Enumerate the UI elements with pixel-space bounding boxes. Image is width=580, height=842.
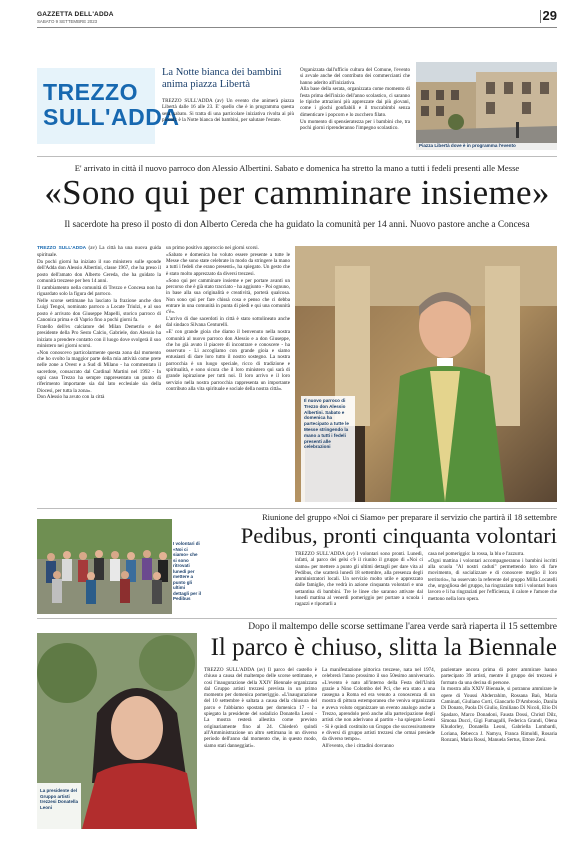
main-col2-p2: «Sono qui per camminare insieme e per portare avanti un percorso che è già stato tracciato - ha aggiunto - Poi ognuno, in base alla sua originalità e creatività, porterà qualcosa. Non sono qui per fare chissà cosa e penso che ci debba entrare in una comunità in punta di piedi e qui una comunità c'è». (166, 277, 290, 316)
pedibus-subhead: Riunione del gruppo «Noi ci Siamo» per preparare il servizio che partirà il 18 settembre (262, 513, 557, 522)
main-subhead: E' arrivato in città il nuovo parroco don Alessio Albertini. Sabato e domenica ha stretto la mano a tutti i fedeli presenti alle Messe (74, 163, 520, 173)
piazza-liberta-photo (416, 62, 557, 150)
biennale-text3: All'evento, che i cittadini dovranno (322, 743, 394, 750)
pedibus-col2 (428, 551, 557, 611)
pedibus-text3: «Ogni mattina i volontari accompagneranno i bambini iscritti alla scuola "Al nostri caduti" permettendo loro di fare movimento, di socializzare e di conoscere meglio il loro territorio», ha osservato la referente del gruppo Milla Locatelli che, orgogliosa del gruppo, ha ringraziato tutti i volontari buon lavoro e li ha ringraziati per l'efficienza, il calore e l'amore che mettono nella loro opera. (428, 557, 557, 602)
biennale-subhead: Dopo il maltempo delle scorse settimane l'area verde sarà riaperta il 15 settembre (248, 622, 557, 632)
notte-bianca-text3: Alla base della serata, organizzata come momento di festa prima dell'inizio dell'anno scolastico, ci saranno le tipiche attrazioni più apprezzate dai più giovani, come i giochi gonfiabili e il truccabimbi senza dimenticare i popcorn e lo zucchero filato. (300, 86, 410, 118)
page-number: 29 (542, 8, 557, 23)
parroco-photo (295, 246, 557, 502)
biennale-headline: Il parco è chiuso, slitta la Biennale (210, 634, 557, 661)
notte-bianca-col2 (300, 67, 410, 155)
main-headline: «Sono qui per camminare insieme» (44, 173, 550, 212)
pedibus-caption: I volontari di «Noi ci siamo» che si sono ritrovati lunedì per mettere a punto gli ultimi dettagli per il Pedibus (173, 541, 201, 601)
main-col2-p1: «Sabato e domenica ho voluto essere presente a tutte le Messe che sono state celebrate in modo da stringere la mano a tutti i fedeli che erano presenti», ha spiegato. Un gesto che è stato molto apprezzato da diversi trezzesi. (166, 251, 290, 277)
main-col2-p3: L'arrivo di due sacerdoti in città è stato sottolineato anche dal sindaco Silvana Centurelli. (166, 316, 290, 329)
biennale-col1 (204, 667, 317, 832)
pedibus-photo (37, 519, 201, 614)
issue-date: SABATO 9 SETTEMBRE 2023 (37, 19, 98, 24)
piazza-illustration (416, 62, 557, 150)
masthead (37, 8, 557, 28)
notte-bianca-headline: La Notte bianca dei bambini anima piazza Libertà (162, 67, 282, 90)
paper-name: GAZZETTA DELL'ADDA (37, 11, 114, 18)
main-col1-p5: «Non conoscevo particolarmente questa zona dal momento che ho svolto la maggior parte della mia attività come prete nelle zone a Ovest e a Sud di Milano - ha commentato il sacerdote, consacrato dal Cardinal Martini nel 1992 - In ogni caso Trezzo ha sempre rappresentato un punto di riferimento importante sia dal lato ecclesiale sia della Diocesi, per tutta la zona». (37, 349, 161, 394)
section-title-line1: TREZZO (43, 79, 138, 105)
notte-bianca-text4: Un momento di spensieratezza per i bambini che, tra pochi giorni riprenderanno l'impegno scolastico. (300, 118, 410, 131)
main-col2-p4: «E' con grande gioia che diamo il benvenuto nella nostra comunità al nuovo parroco don Alessio e a don Giuseppe, che ho già avuto il piacere di incontrare e conoscere - ha osservato - Li accogliamo con grande gioia e siamo entusiasti di dare loro tutto il nostro sostegno. La nostra parrocchia è un luogo speciale, ricco di tradizione e spiritualità, e sono sicura che il loro ministero qui sarà di grande ispirazione per tutti noi. Il loro arrivo e il loro servizio nella nostra parrocchia rappresenta un importante contributo alla vita spirituale e sociale della nostra città». (166, 329, 290, 392)
piazza-caption: Piazza Libertà dove è in programma l'evento (416, 143, 557, 150)
main-col1-p0: (av) La città ha una nuova guida spirituale. (37, 245, 161, 259)
main-col2 (166, 245, 290, 503)
main-col1-p4: Fratello dell'ex calciatore del Milan Demetrio e del presidente della Pro Sesto Calcio, Gabriele, don Alessio ha iniziato a prendere contatto con il luogo dove svolgerà il suo ministero nei giorni scorsi. (37, 323, 161, 349)
section-banner (37, 68, 180, 144)
biennale-text2: La manifestazione pittorica trezzese, nata nel 1974, celebrerà l'anno prossimo il suo 50esimo anniversario. «L'evento è nato all'interno della Festa dell'Unità grazie a Nino Colombo del Pci, che era stato a una rassegna a Roma ed era venuto a conoscenza di un mostra di pittura estemporanea che veniva organizzata e aveva voluto organizzare un evento analogo anche a Trezzo, aprendolo però anche alla partecipazione degli artisti che non aderivano al partito - ha spiegato Leoni - Si è quindi costituito un Gruppo che successivamente e diversi di gruppo artisti trezzesi che ormai presiede da diverso tempo». (322, 667, 435, 743)
main-col2-p0: un primo positivo approccio nei giorni scorsi. (166, 245, 259, 251)
parroco-caption: Il nuovo parroco di Trezzo don Alessio Albertini. Sabato e domenica ha partecipato a tutte le Messe stringendo la mano a tutti i fedeli presenti alle celebrazioni (304, 398, 349, 450)
pedibus-text2: casa nel pomeriggio: la rossa, la blu e l'azzurra. (428, 551, 525, 557)
main-col1-p1: Da pochi giorni ha iniziato il suo ministero sulle sponde dell'Adda don Alessio Albertini, classe 1967, che ha preso il posto dell'amato don Alberto Cereda, che ha guidato la comunità trezzese per ben 14 anni. (37, 259, 161, 285)
pedibus-col1 (295, 551, 423, 611)
biennale-text5: In mostra alla XXIV Biennale, si potranno ammirare le opere di Youssi Abderrahim, Rossana Baù, Maria Caminati, Giuliano Corti, Giancarlo D'Ambrosio, Danila Di Donato, Paola Di Giulio, Emiliano Di Nicoli, Elio Di Spadaro, Marco Donadoni, Fausta Dossi, Christl Dilz, Simona Ducci, Gigi Fumagalli, Federica Grandi, Olena Khudorley, Donatella Leoni, Gabriella Lombardi, Loriana, Rebecca J. Namyu, Franca Rimoldi, Rosaria Ronzani, Maria Rossi, Manuela Sertus, Ettore Zeni. (441, 686, 557, 743)
main-kicker: TREZZO SULL'ADDA (37, 246, 87, 251)
notte-bianca-text2: Organizzata dall'ufficio cultura del Comune, l'evento si avvale anche del contributo dei commercianti che hanno aderito all'iniziativa. (300, 67, 410, 86)
biennale-col3 (441, 667, 557, 832)
main-col1 (37, 245, 161, 503)
main-col1-p3: Nelle scorse settimane ha lasciato la frazione anche don Luigi Tengoi, nominato parroco a Locate Triulzi, e al suo posto è arrivato don Giuseppe Mapelli, storico parroco di Canonica prima e di Vaprio fino a pochi giorni fa. (37, 298, 161, 324)
biennale-text1: TREZZO SULL'ADDA (av) Il parco del castello è chiuso a causa del maltempo delle scorse settimane, e così l'inaugurazione della XXIV Biennale organizzata dal Gruppo artisti trezzesi prevista in un primo momento per domenica pomeriggio. «L'inaugurazione del 10 settembre è saltata a causa della chiusura del parco e l'abbiamo spostata per domenica 17 - ha spiegato la presidente del sodalizio Donatella Leoni - La mostra resterà allestita come previsto originariamente fino al 24. Chiederò quindi all'Amministrazione un altro settimana in un diverso periodo dell'anno dal momento che, in questo modo, siamo stati danneggiati». (204, 667, 317, 749)
notte-bianca-col1 (162, 98, 294, 146)
biennale-text4: pazientare ancora prima di poter ammirare hanno partecipato 39 artisti, mentre il gruppo dei trezzesi è formato da una decina di persone. (441, 667, 557, 686)
notte-bianca-text: TREZZO SULL'ADDA (av) Un evento che animerà piazza Libertà dalle 16 alle 23. E' quello che è in programma questa sera, sabato. Si tratta di una particolare iniziativa rivolta ai più piccoli: è la Notte bianca dei bambini, per salutare l'estate. (162, 98, 294, 123)
leoni-caption: La presidente del Gruppo artisti trezzesi Donatella Leoni (40, 788, 79, 810)
pedibus-headline: Pedibus, pronti cinquanta volontari (240, 523, 557, 548)
main-col1-p2: Il cambiamento nella comunità di Trezzo e Concesa non ha riguardato solo la figura del parroco. (37, 284, 161, 298)
leoni-photo (37, 633, 197, 829)
main-col1-p6: Don Alessio ha avuto con la città (37, 394, 105, 401)
biennale-col2 (322, 667, 435, 832)
pedibus-text1: TREZZO SULL'ADDA (av) I volontari sono pronti. Lunedì, infatti, al parco dei gelsi c'è il riunito il gruppo di «Noi ci siamo» per mettere a punto gli ultimi dettagli per dare vita al Pedibus, che scatterà lunedì 18 settembre, alla presenza degli amministratori locali. Un servizio molto utile e apprezzato dalle famiglie, che vedrà in azione cinquanta volontari e una settantina di bambini. Tre le linee che saranno attivate dal lunedì mattina al venerdì pomeriggio per portare a scuola i ragazzi e riportarli a (295, 551, 423, 608)
main-summary: Il sacerdote ha preso il posto di don Alberto Cereda che ha guidato la comunità per 14 anni. Nuovo pastore anche a Concesa (64, 220, 530, 230)
section-title-line2: SULL'ADDA (43, 104, 180, 130)
